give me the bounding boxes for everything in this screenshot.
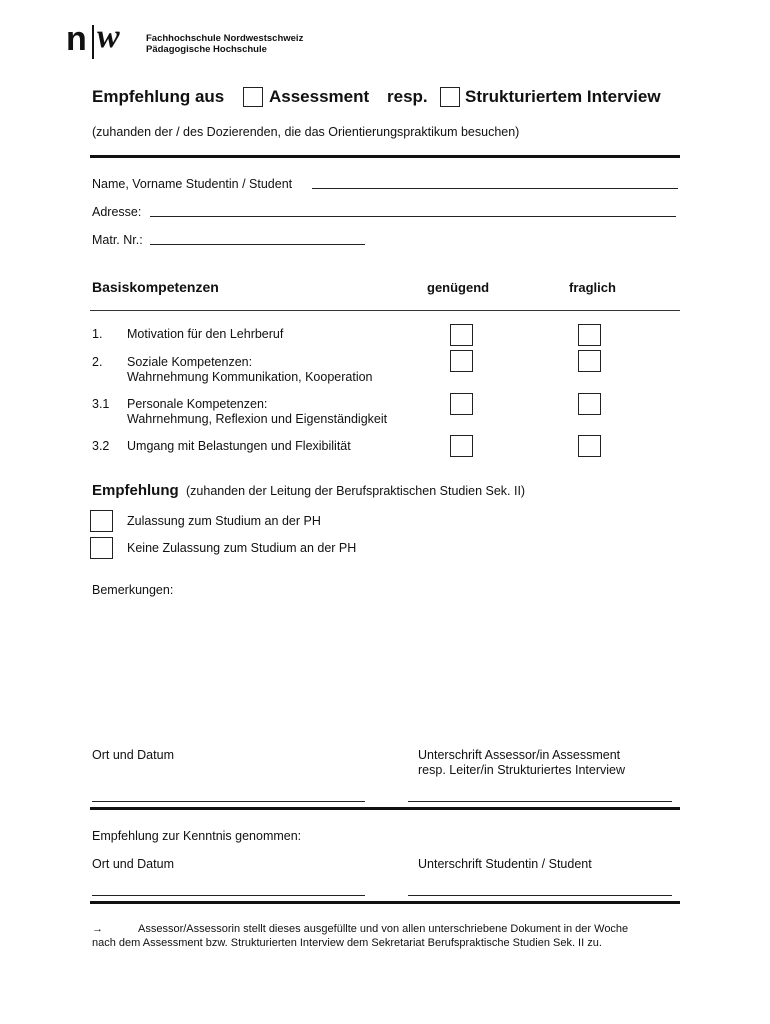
title-middle: resp.	[387, 87, 428, 106]
item-3-1-questionable-checkbox[interactable]	[578, 393, 601, 415]
assessor-signature-label-sub: resp. Leiter/in Strukturiertes Interview	[418, 763, 626, 777]
col-questionable: fraglich	[569, 280, 616, 295]
col-sufficient: genügend	[427, 280, 490, 295]
acknowledgement-label: Empfehlung zur Kenntnis genommen:	[92, 829, 302, 843]
item-label: Soziale Kompetenzen:	[127, 355, 253, 369]
item-number: 1.	[92, 327, 103, 341]
item-2-sufficient-checkbox[interactable]	[450, 350, 473, 372]
assessor-signature-field[interactable]	[408, 801, 672, 802]
place-date-label: Ort und Datum	[92, 857, 174, 871]
assessor-signature-label: Unterschrift Assessor/in Assessment	[418, 748, 621, 762]
item-label: Umgang mit Belastungen und Flexibilität	[127, 439, 351, 453]
student-signature-label: Unterschrift Studentin / Student	[418, 857, 592, 871]
basis-heading: Basiskompetenzen	[92, 279, 219, 295]
item-3-2-sufficient-checkbox[interactable]	[450, 435, 473, 457]
recommendation-heading: Empfehlung	[92, 482, 179, 499]
footnote-line-1: Assessor/Assessorin stellt dieses ausgefüllte und von allen unterschriebene Dokument in der Woche	[138, 923, 629, 935]
item-label-sub: Wahrnehmung, Reflexion und Eigenständigkeit	[127, 412, 388, 426]
interview-checkbox[interactable]	[440, 87, 460, 107]
admission-checkbox[interactable]	[90, 510, 113, 532]
item-3-2-questionable-checkbox[interactable]	[578, 435, 601, 457]
place-date-field[interactable]	[92, 801, 365, 802]
item-number: 2.	[92, 355, 103, 369]
divider	[90, 807, 680, 810]
subtitle: (zuhanden der / des Dozierenden, die das Orientierungspraktikum besuchen)	[92, 125, 520, 139]
matr-label: Matr. Nr.:	[92, 233, 143, 247]
title-option-interview: Strukturiertem Interview	[465, 87, 661, 106]
place-date-field[interactable]	[92, 895, 365, 896]
item-number: 3.1	[92, 397, 110, 411]
logo-divider	[92, 25, 94, 59]
title-option-assessment: Assessment	[269, 87, 370, 106]
no-admission-checkbox[interactable]	[90, 537, 113, 559]
footnote-line-2: nach dem Assessment bzw. Strukturierten Interview dem Sekretariat Berufspraktische Studien Sek. II zu.	[92, 937, 602, 949]
logo-line-2: Pädagogische Hochschule	[146, 44, 267, 55]
logo-line-1: Fachhochschule Nordwestschweiz	[146, 33, 304, 44]
arrow-icon: →	[92, 923, 103, 935]
divider	[90, 155, 680, 158]
recommendation-note: (zuhanden der Leitung der Berufspraktischen Studien Sek. II)	[186, 484, 526, 498]
assessment-checkbox[interactable]	[243, 87, 263, 107]
remarks-label: Bemerkungen:	[92, 583, 174, 597]
item-1-sufficient-checkbox[interactable]	[450, 324, 473, 346]
item-number: 3.2	[92, 439, 110, 453]
remarks-area[interactable]	[92, 600, 678, 735]
item-label-sub: Wahrnehmung Kommunikation, Kooperation	[127, 370, 373, 384]
divider	[90, 310, 680, 311]
logo-letter-n: n	[66, 20, 86, 58]
logo-letter-w: w	[97, 18, 120, 55]
item-2-questionable-checkbox[interactable]	[578, 350, 601, 372]
title-prefix: Empfehlung aus	[92, 87, 225, 106]
item-label: Personale Kompetenzen:	[127, 397, 268, 411]
name-label: Name, Vorname Studentin / Student	[92, 177, 293, 191]
name-field[interactable]	[312, 188, 678, 189]
item-3-1-sufficient-checkbox[interactable]	[450, 393, 473, 415]
item-1-questionable-checkbox[interactable]	[578, 324, 601, 346]
place-date-label: Ort und Datum	[92, 748, 174, 762]
divider	[90, 901, 680, 904]
no-admission-label: Keine Zulassung zum Studium an der PH	[127, 541, 357, 555]
address-label: Adresse:	[92, 205, 142, 219]
address-field[interactable]	[150, 216, 676, 217]
item-label: Motivation für den Lehrberuf	[127, 327, 284, 341]
admission-label: Zulassung zum Studium an der PH	[127, 514, 321, 528]
student-signature-field[interactable]	[408, 895, 672, 896]
matr-field[interactable]	[150, 244, 365, 245]
